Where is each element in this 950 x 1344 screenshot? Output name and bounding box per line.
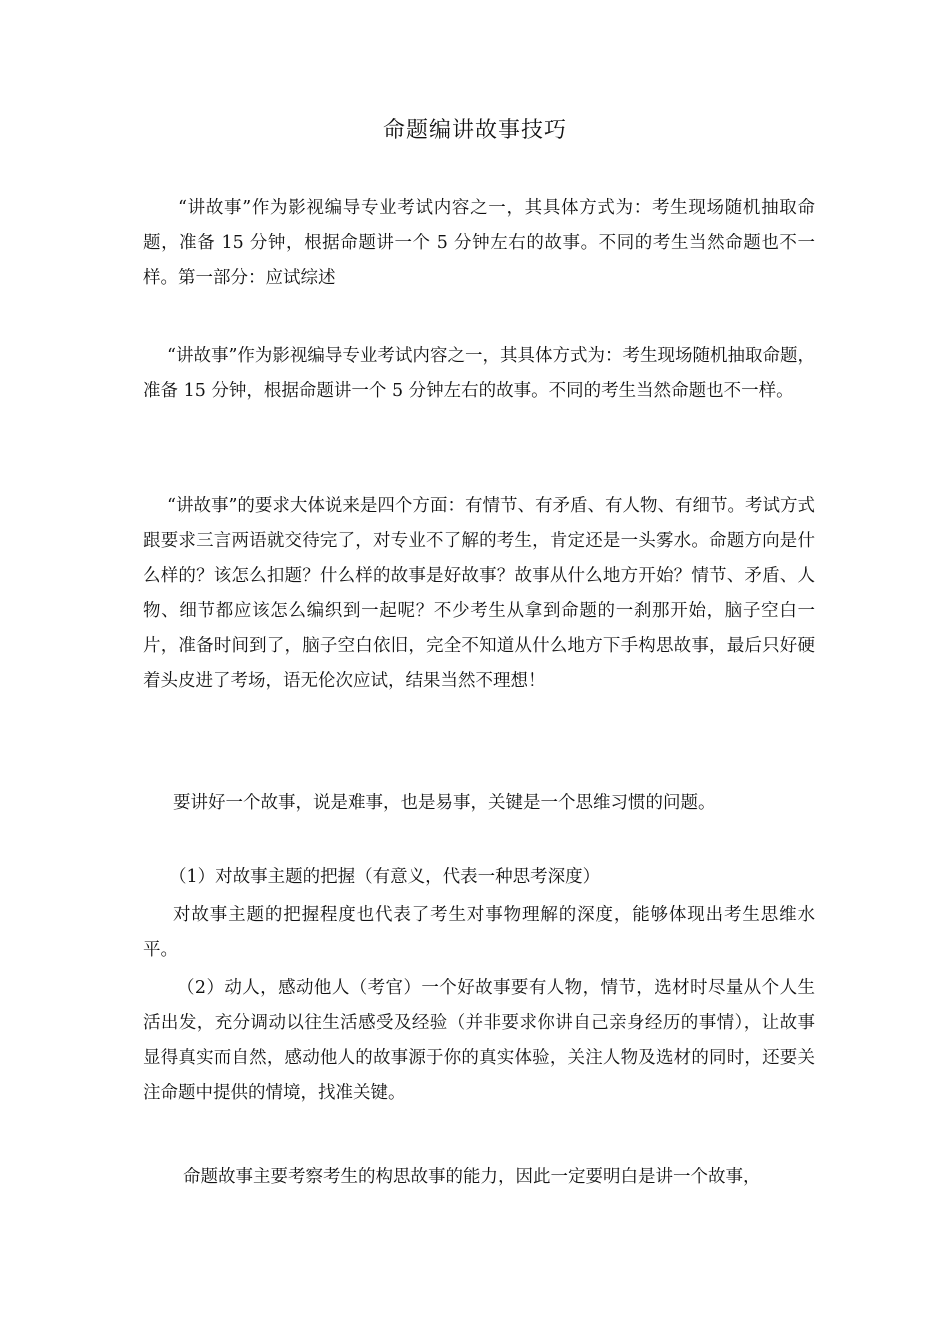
paragraph-point-1-heading: （1）对故事主题的把握（有意义，代表一种思考深度） <box>169 867 601 887</box>
paragraph-intro-repeat: “讲故事”作为影视编导专业考试内容之一，其具体方式为：考生现场随机抽取命题，准备 15 分钟，根据命题讲一个 5 分钟左右的故事。不同的考生当然命题也不一样。 <box>143 346 815 401</box>
paragraph-conclusion: 命题故事主要考察考生的构思故事的能力，因此一定要明白是讲一个故事， <box>183 1167 761 1187</box>
paragraph-intro: “讲故事”作为影视编导专业考试内容之一，其具体方式为：考生现场随机抽取命题，准备 15 分钟，根据命题讲一个 5 分钟左右的故事。不同的考生当然命题也不一样。第一部分：应试综述 <box>143 198 815 288</box>
document-title: 命题编讲故事技巧 <box>382 118 567 143</box>
paragraph-requirements: “讲故事”的要求大体说来是四个方面：有情节、有矛盾、有人物、有细节。考试方式跟要求三言两语就交待完了，对专业不了解的考生，肯定还是一头雾水。命题方向是什么样的？该怎么扣题？什么样的故事是好故事？故事从什么地方开始？情节、矛盾、人物、细节都应该怎么编织到一起呢？不少考生从拿到命题的一刹那开始，脑子空白一片，准备时间到了，脑子空白依旧，完全不知道从什么地方下手构思故事，最后只好硬着头皮进了考场，语无伦次应试，结果当然不理想！ <box>143 496 815 691</box>
paragraph-key-point: 要讲好一个故事，说是难事，也是易事，关键是一个思维习惯的问题。 <box>173 793 716 813</box>
paragraph-point-1-body: 对故事主题的把握程度也代表了考生对事物理解的深度，能够体现出考生思维水平。 <box>143 905 815 960</box>
paragraph-point-2: （2）动人，感动他人（考官）一个好故事要有人物，情节，选材时尽量从个人生活出发，充分调动以往生活感受及经验（并非要求你讲自己亲身经历的事情），让故事显得真实而自然，感动他人的故事源于你的真实体验，关注人物及选材的同时，还要关注命题中提供的情境，找准关键。 <box>143 978 815 1103</box>
